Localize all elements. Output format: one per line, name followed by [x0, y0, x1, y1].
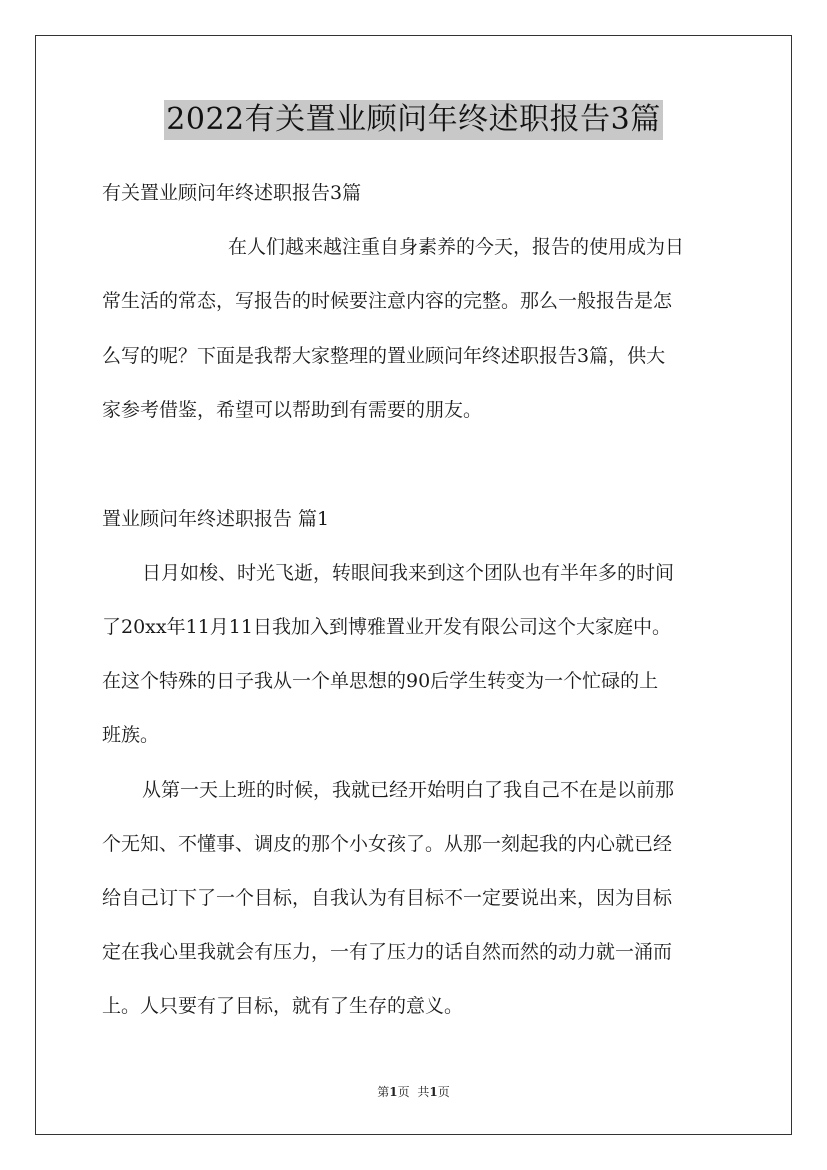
paragraph-line: 班族。 — [102, 724, 160, 746]
page-footer — [0, 1083, 827, 1101]
total-page-number: 1 — [429, 1085, 438, 1099]
title-container — [0, 100, 827, 140]
paragraph-line: 个无知、不懂事、调皮的那个小女孩了。从那一刻起我的内心就已经 — [102, 833, 673, 855]
section-heading: 置业顾问年终述职报告 篇1 — [102, 508, 330, 530]
paragraph-line: 从第一天上班的时候，我就已经开始明白了我自己不在是以前那 — [142, 779, 675, 801]
paragraph-line: 在这个特殊的日子我从一个单思想的90后学生转变为一个忙碌的上 — [102, 670, 659, 692]
document-title: 2022有关置业顾问年终述职报告3篇 — [164, 100, 662, 140]
intro-line: 常生活的常态，写报告的时候要注意内容的完整。那么一般报告是怎 — [102, 290, 673, 312]
intro-line: 么写的呢？下面是我帮大家整理的置业顾问年终述职报告3篇，供大 — [102, 345, 666, 367]
document-subtitle: 有关置业顾问年终述职报告3篇 — [102, 182, 362, 204]
paragraph-line: 定在我心里我就会有压力，一有了压力的话自然而然的动力就一涌而 — [102, 941, 673, 963]
total-prefix: 共 — [417, 1085, 430, 1099]
paragraph-line: 了20xx年11月11日我加入到博雅置业开发有限公司这个大家庭中。 — [102, 616, 671, 638]
intro-line: 在人们越来越注重自身素养的今天，报告的使用成为日 — [228, 236, 685, 258]
paragraph-line: 日月如梭、时光飞逝，转眼间我来到这个团队也有半年多的时间 — [142, 562, 675, 584]
intro-line: 家参考借鉴，希望可以帮助到有需要的朋友。 — [102, 399, 483, 421]
page-prefix: 第 — [377, 1085, 390, 1099]
page-suffix: 页 — [397, 1085, 410, 1099]
paragraph-line: 上。人只要有了目标，就有了生存的意义。 — [102, 995, 464, 1017]
paragraph-line: 给自己订下了一个目标，自我认为有目标不一定要说出来，因为目标 — [102, 887, 673, 909]
current-page-number: 1 — [389, 1085, 398, 1099]
total-suffix: 页 — [437, 1085, 450, 1099]
